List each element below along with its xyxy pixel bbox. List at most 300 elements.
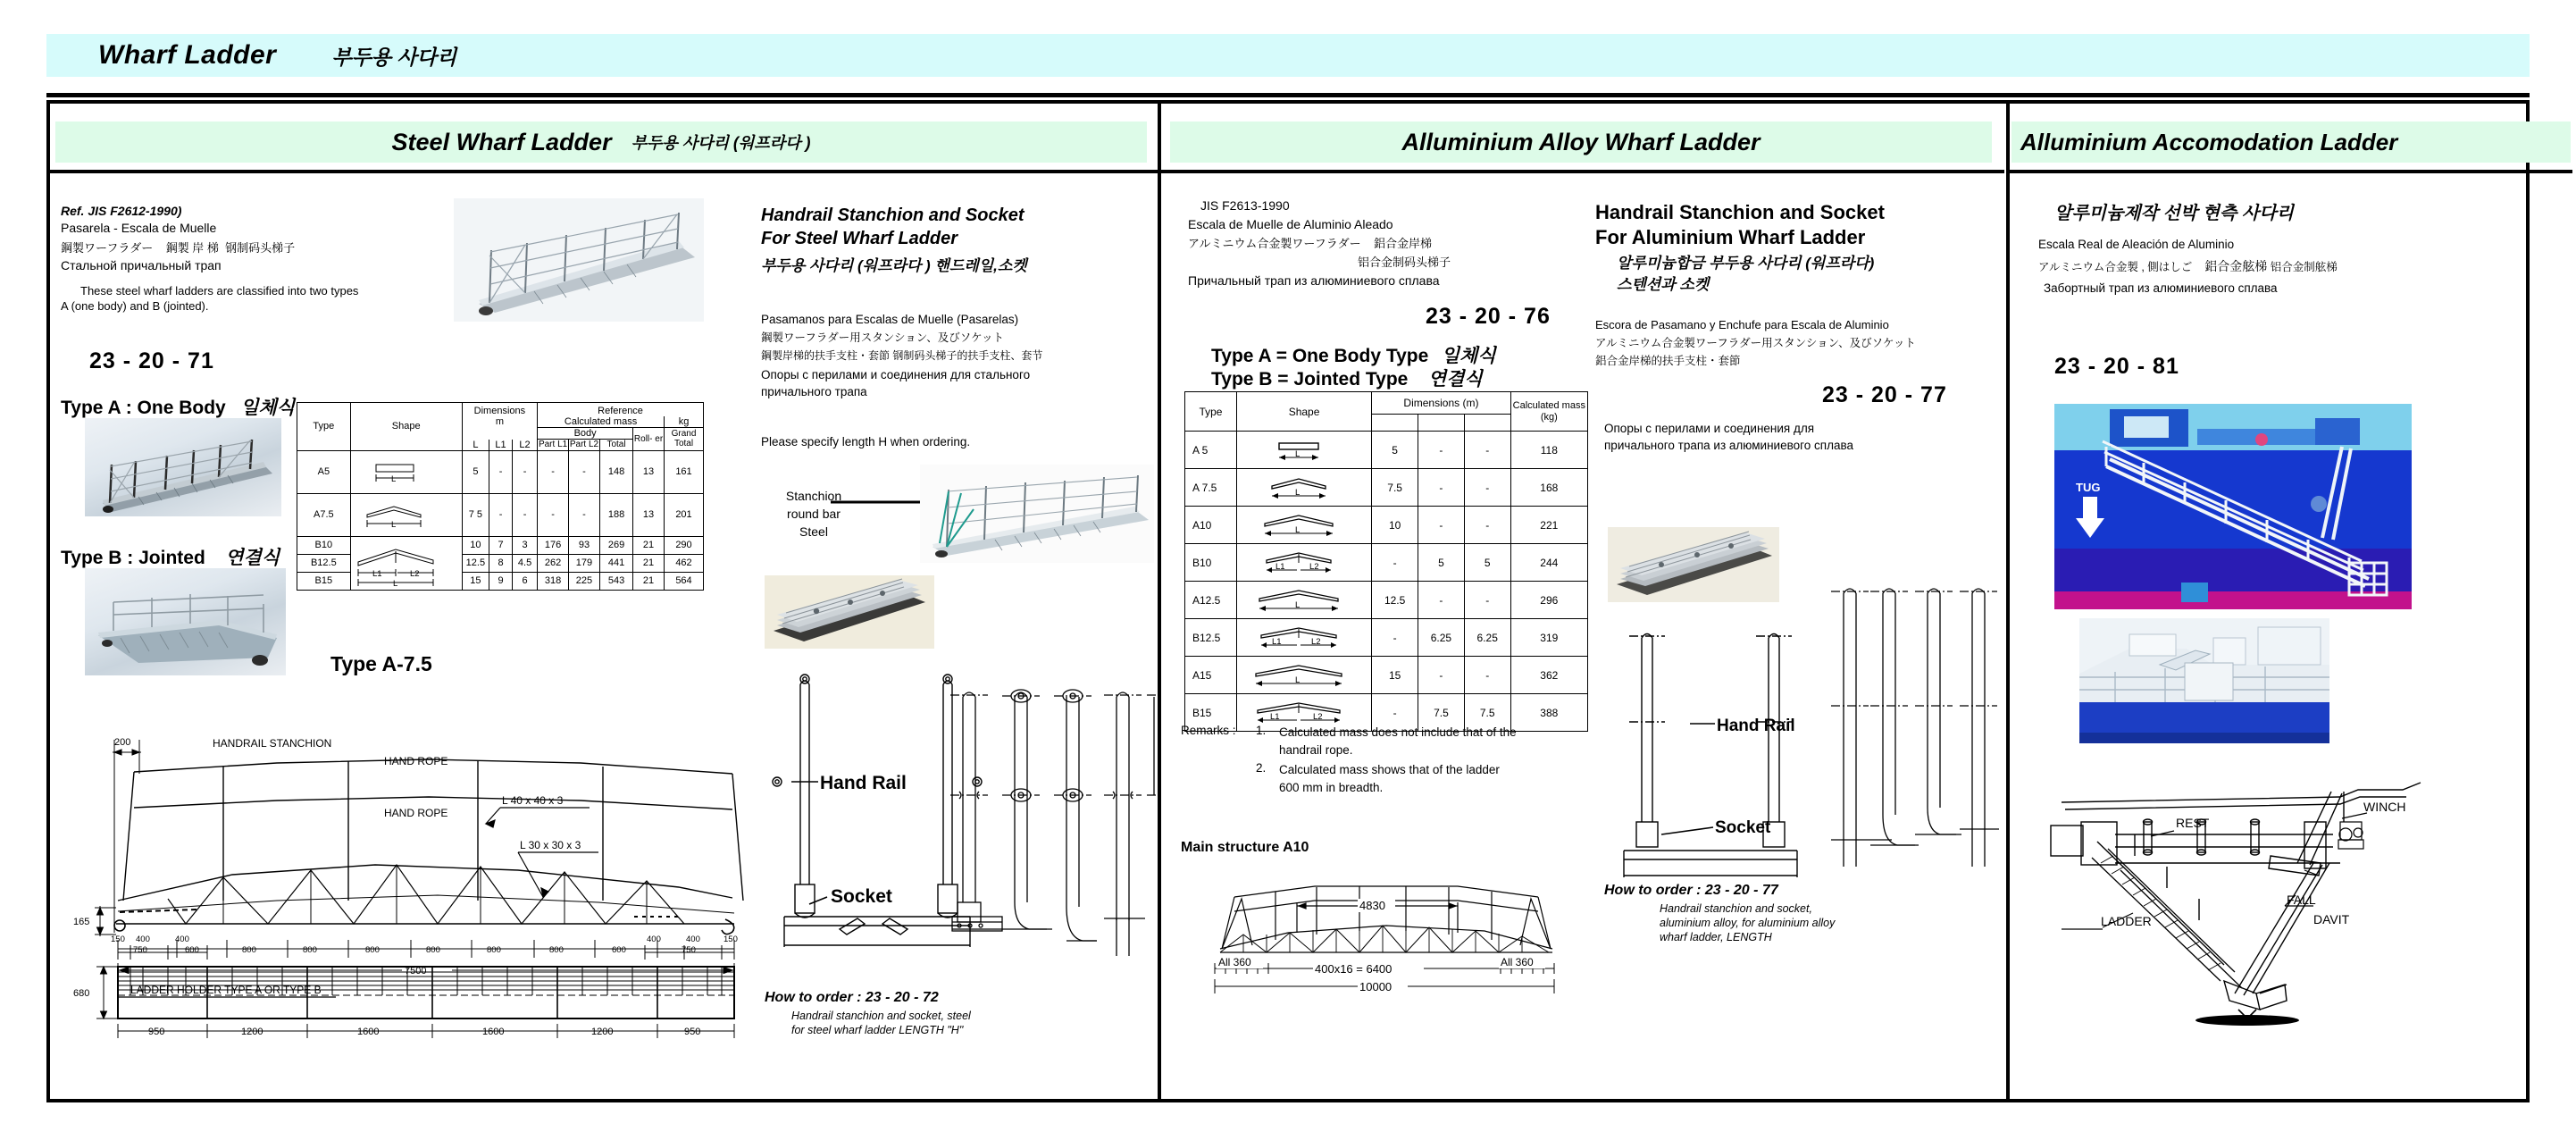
remark-2-line2: 600 mm in breadth. xyxy=(1279,781,1384,794)
cell-L: 10 xyxy=(462,536,489,554)
cell-total: 188 xyxy=(599,493,632,536)
col4-title-kr2: 스텐션과 소켓 xyxy=(1617,276,1710,293)
cell-shape xyxy=(1236,507,1371,544)
remark-1-line2: handrail rope. xyxy=(1279,743,1353,757)
col1-intro xyxy=(61,204,436,273)
cell-d1: 10 xyxy=(1372,507,1418,544)
cell-d2: - xyxy=(1418,469,1465,507)
cell-mass: 362 xyxy=(1510,657,1587,694)
banner-underline xyxy=(46,93,2530,97)
col3-type-a-en: Type A = One Body Type xyxy=(1211,346,1429,366)
col3-jp-text: アルミニウム合金製ワーフラダー xyxy=(1188,237,1361,250)
col5-languages xyxy=(2038,234,2556,299)
cell-mass: 221 xyxy=(1510,507,1587,544)
cell-type: A12.5 xyxy=(1185,582,1237,619)
cell-type: A5 xyxy=(297,450,351,493)
cell-d2: - xyxy=(1418,657,1465,694)
th-dimensions: Dimensions (m) xyxy=(1372,392,1510,415)
dim-all-360-right: All 360 xyxy=(1501,956,1534,968)
cell-L2: - xyxy=(512,493,537,536)
col4-product-code: 23 - 20 - 77 xyxy=(1822,382,1947,407)
section-title-en: Alluminium Alloy Wharf Ladder xyxy=(1401,128,1761,155)
col1-jp-text: 鋼製ワーフラダー xyxy=(61,241,154,255)
label-hand-rope-mid: HAND ROPE xyxy=(384,807,448,819)
cell-partL1: 318 xyxy=(538,572,569,590)
svg-text:L2: L2 xyxy=(1310,636,1321,647)
dim-spacing-3: 800 xyxy=(303,945,317,955)
remark-2-text xyxy=(1279,761,1500,797)
cell-type: A10 xyxy=(1185,507,1237,544)
cell-total: 543 xyxy=(599,572,632,590)
steel-ladder-table xyxy=(297,402,704,591)
callout-leader-line xyxy=(831,490,929,516)
col4-label-hand-rail: Hand Rail xyxy=(1717,717,1795,735)
label-angle-40: L 40 x 40 x 3 xyxy=(502,794,564,807)
page-title: Wharf Ladder xyxy=(98,40,277,70)
cell-roller: 21 xyxy=(633,572,665,590)
cell-d2: - xyxy=(1418,582,1465,619)
cell-shape xyxy=(1236,544,1371,582)
dim-plan-top-4: 400 xyxy=(686,935,700,944)
cell-type: A7.5 xyxy=(297,493,351,536)
cell-partL2: 179 xyxy=(569,554,600,572)
dim-spacing-6: 800 xyxy=(487,945,501,955)
col1-desc-line1: These steel wharf ladders are classified into two types xyxy=(80,284,359,298)
table-row xyxy=(1185,432,1588,469)
dim-plan-bot-2: 1600 xyxy=(357,1027,380,1037)
col5-jp-text: アルミニウム合金製 , 側はしご xyxy=(2038,261,2193,273)
plan-drawing xyxy=(54,913,786,1044)
cell-d3: - xyxy=(1464,657,1510,694)
table-row xyxy=(1185,582,1588,619)
dim-plan-bot-1: 1200 xyxy=(241,1027,263,1037)
section-title-steel-wharf-ladder xyxy=(55,122,1147,163)
col3-russian: Причальный трап из алюминиевого сплава xyxy=(1188,273,1440,288)
svg-text:L: L xyxy=(1294,448,1301,459)
cell-d2: 7.5 xyxy=(1418,694,1465,732)
col2-japanese: 鋼製ワーフラダー用スタンション、及びソケット xyxy=(761,331,1004,344)
page-banner xyxy=(46,34,2530,77)
label-handrail-stanchion: HANDRAIL STANCHION xyxy=(213,737,332,750)
svg-text:L: L xyxy=(1294,599,1301,610)
table-row xyxy=(1185,657,1588,694)
col3-japanese xyxy=(1188,234,1581,253)
th-calculated-mass xyxy=(1510,392,1587,432)
col5-title-kr: 알루미늄제작 선박 현측 사다리 xyxy=(2054,204,2294,223)
cell-mass: 118 xyxy=(1510,432,1587,469)
col1-russian: Стальной причальный трап xyxy=(61,258,222,272)
cell-partL2: 225 xyxy=(569,572,600,590)
th-reference: Reference xyxy=(538,403,704,417)
cell-roller: 13 xyxy=(633,450,665,493)
cell-d1: 15 xyxy=(1372,657,1418,694)
col4-order-line1: Handrail stanchion and socket, xyxy=(1660,902,1812,915)
cell-L1: 7 xyxy=(489,536,513,554)
cell-type: B10 xyxy=(1185,544,1237,582)
svg-text:L1: L1 xyxy=(1269,711,1280,722)
dim-spacing-2: 800 xyxy=(242,945,256,955)
cell-shape xyxy=(1236,619,1371,657)
cell-shape xyxy=(1236,582,1371,619)
col5-product-code: 23 - 20 - 81 xyxy=(2054,354,2179,379)
cell-type: B10 xyxy=(297,536,351,554)
type-a-kr: 일체식 xyxy=(240,398,296,418)
cell-L2: 4.5 xyxy=(512,554,537,572)
svg-text:L2: L2 xyxy=(1309,561,1319,572)
cell-mass: 388 xyxy=(1510,694,1587,732)
th-shape: Shape xyxy=(1236,392,1371,432)
dim-spacing-1: 600 xyxy=(185,945,199,955)
cell-shape xyxy=(350,450,462,493)
col3-product-code: 23 - 20 - 76 xyxy=(1426,304,1551,329)
cell-L: 12.5 xyxy=(462,554,489,572)
dim-165: 165 xyxy=(73,917,90,927)
col1-ref: Ref. JIS F2612-1990) xyxy=(61,204,182,218)
cell-d3: 6.25 xyxy=(1464,619,1510,657)
th-body: Body xyxy=(538,428,633,440)
cell-d3: - xyxy=(1464,432,1510,469)
col2-order-note: Please specify length H when ordering. xyxy=(761,435,971,448)
col3-type-b xyxy=(1211,365,1483,391)
col4-languages xyxy=(1595,316,2002,370)
table-row xyxy=(1185,507,1588,544)
svg-text:L: L xyxy=(1294,675,1301,685)
cell-d1: - xyxy=(1372,694,1418,732)
cell-L: 5 xyxy=(462,450,489,493)
col4-russian xyxy=(1604,420,1997,454)
section-underline-3 xyxy=(2010,170,2572,173)
th-grandtotal: Grand Total xyxy=(665,428,704,451)
dim-spacing-8: 600 xyxy=(612,945,626,955)
dim-plan-top-3: 400 xyxy=(647,935,661,944)
svg-text:L1: L1 xyxy=(1275,561,1285,572)
dim-total-7500: 7500 xyxy=(405,966,427,977)
col2-russian-2: причального трапа xyxy=(761,385,867,398)
table-row xyxy=(297,536,704,554)
svg-text:L1: L1 xyxy=(1271,636,1282,647)
cell-shape xyxy=(350,536,462,590)
col5-russian: Забортный трап из алюминиевого сплава xyxy=(2044,281,2278,295)
col4-russian-1: Опоры с перилами и соединения для xyxy=(1604,422,1815,435)
col4-order-line2: aluminium alloy, for aluminium alloy xyxy=(1660,917,1836,929)
photo-steel-wharf-ladder xyxy=(454,198,704,322)
label-fall: FALL xyxy=(2287,893,2316,907)
col2-title-line2: For Steel Wharf Ladder xyxy=(761,229,958,248)
table-row xyxy=(1185,619,1588,657)
col3-jis: JIS F2613-1990 xyxy=(1200,198,1290,213)
th-shape: Shape xyxy=(350,403,462,451)
dim-spacing-0: 750 xyxy=(133,945,147,955)
cell-L: 7 5 xyxy=(462,493,489,536)
col2-title-kr: 부두용 사다리 (워프라다 ) 핸드레일,소켓 xyxy=(761,257,1027,274)
cell-shape xyxy=(350,493,462,536)
svg-text:L: L xyxy=(390,520,396,530)
svg-text:L2: L2 xyxy=(409,569,420,579)
cell-L: 15 xyxy=(462,572,489,590)
col3-main-structure-title: Main structure A10 xyxy=(1181,840,1309,855)
dim-spacing-7: 800 xyxy=(549,945,564,955)
table-row xyxy=(1185,469,1588,507)
table-row xyxy=(1185,544,1588,582)
cell-d3: 7.5 xyxy=(1464,694,1510,732)
col4-stanchion-elevation xyxy=(1608,616,1831,884)
dim-plan-bot-5: 950 xyxy=(684,1027,701,1037)
socket-variants-drawing xyxy=(947,679,1161,965)
cell-d2: - xyxy=(1418,432,1465,469)
cell-grand: 201 xyxy=(665,493,704,536)
col4-label-socket: Socket xyxy=(1715,818,1771,837)
th-partL2: Part L2 xyxy=(569,440,599,450)
section-title-aluminium-accomodation-ladder xyxy=(2011,122,2571,163)
cell-grand: 462 xyxy=(665,554,704,572)
cell-partL2: 93 xyxy=(569,536,600,554)
col1-japanese xyxy=(61,239,436,256)
label-davit: DAVIT xyxy=(2313,912,2350,926)
cell-d1: 7.5 xyxy=(1372,469,1418,507)
cell-d1: 5 xyxy=(1372,432,1418,469)
col5-japanese xyxy=(2038,256,2556,278)
col4-how-to-order xyxy=(1604,883,1988,944)
col4-title-line1: Handrail Stanchion and Socket xyxy=(1595,201,1885,223)
cell-partL1: - xyxy=(538,493,569,536)
dim-plan-top-1: 400 xyxy=(136,935,150,944)
col2-how-to-order xyxy=(765,990,1140,1037)
section-underline-2 xyxy=(1161,170,2004,173)
th-calcmass: Calculated mass xyxy=(538,416,665,428)
col4-chinese: 鋁合金岸梯的扶手支柱・套節 xyxy=(1595,355,1741,367)
col4-title-kr1: 알루미늄합금 부두용 사다리 (워프라다) xyxy=(1617,255,1875,272)
section-title-kr: 부두용 사다리 (워프라다 ) xyxy=(631,134,811,152)
dim-10000: 10000 xyxy=(1359,980,1393,993)
remark-2-line1: Calculated mass shows that of the ladder xyxy=(1279,763,1500,776)
remark-1-text xyxy=(1279,724,1517,759)
col1-product-code: 23 - 20 - 71 xyxy=(89,348,214,373)
section-title-en: Steel Wharf Ladder xyxy=(391,128,612,155)
svg-text:L: L xyxy=(1294,487,1301,498)
cell-type: B15 xyxy=(1185,694,1237,732)
col1-description xyxy=(61,283,436,314)
col2-russian-1: Опоры с перилами и соединения для стального xyxy=(761,368,1031,381)
divider-col4-col5 xyxy=(2006,100,2010,1102)
svg-text:L: L xyxy=(1294,524,1301,535)
remark-1-num: 1. xyxy=(1256,724,1267,737)
callout-steel: Steel xyxy=(799,524,828,539)
col1-spanish: Pasarela - Escala de Muelle xyxy=(61,221,217,235)
col4-title-line2: For Aluminium Wharf Ladder xyxy=(1595,226,1866,248)
cell-d3: - xyxy=(1464,582,1510,619)
col3-remarks xyxy=(1181,724,1592,797)
photo-accomodation-ladder-ship xyxy=(2054,404,2412,609)
col4-order-title: How to order : 23 - 20 - 77 xyxy=(1604,883,1778,898)
dim-plan-bot-0: 950 xyxy=(148,1027,165,1037)
col1-drawing-title: Type A-7.5 xyxy=(330,652,432,675)
col2-order-title: How to order : 23 - 20 - 72 xyxy=(765,990,939,1005)
th-total: Total xyxy=(599,440,632,451)
cell-type: B12.5 xyxy=(297,554,351,572)
dim-spacing-9: 750 xyxy=(682,945,696,955)
th-L: L xyxy=(462,440,489,451)
col4-russian-2: причального трапа из алюминиевого сплава xyxy=(1604,439,1853,452)
dim-spacing-4: 800 xyxy=(365,945,380,955)
cell-partL2: - xyxy=(569,493,600,536)
dim-plan-top-2: 400 xyxy=(175,935,189,944)
col2-languages xyxy=(761,311,1154,400)
th-type: Type xyxy=(297,403,351,451)
remark-1-line1: Calculated mass does not include that of the xyxy=(1279,725,1517,739)
cell-grand: 290 xyxy=(665,536,704,554)
section-underline-1 xyxy=(46,170,1158,173)
col2-title-line1: Handrail Stanchion and Socket xyxy=(761,205,1025,225)
col2-order-line2: for steel wharf ladder LENGTH "H" xyxy=(791,1024,964,1036)
dim-spacing-5: 800 xyxy=(426,945,440,955)
cell-partL2: - xyxy=(569,450,600,493)
cell-total: 269 xyxy=(599,536,632,554)
th-calcmass-text: Calculated mass (kg) xyxy=(1512,399,1585,423)
cell-mass: 319 xyxy=(1510,619,1587,657)
dim-all-360-left: All 360 xyxy=(1218,956,1251,968)
photo-aluminium-stanchion-bundle xyxy=(1608,527,1779,602)
cell-type: B15 xyxy=(297,572,351,590)
dim-200: 200 xyxy=(114,737,131,748)
col3-cnt-text: 鋁合金岸梯 xyxy=(1374,237,1433,250)
cell-type: A 5 xyxy=(1185,432,1237,469)
cell-L2: 6 xyxy=(512,572,537,590)
cell-grand: 564 xyxy=(665,572,704,590)
photo-gangway-stanchions xyxy=(920,465,1154,563)
col1-cns-text: 钢制码头梯子 xyxy=(225,241,296,255)
th-roller: Roll- er xyxy=(633,428,665,451)
svg-text:L: L xyxy=(392,579,397,589)
page-title-korean: 부두용 사다리 xyxy=(331,45,457,69)
cell-d3: - xyxy=(1464,507,1510,544)
col3-type-b-en: Type B = Jointed Type xyxy=(1211,369,1409,390)
th-calcmass-unit: kg xyxy=(665,416,704,428)
cell-d3: 5 xyxy=(1464,544,1510,582)
photo-type-a-ladder xyxy=(85,418,281,516)
cell-type: A 7.5 xyxy=(1185,469,1237,507)
photo-type-b-ladder xyxy=(85,568,286,675)
callout-roundbar: round bar xyxy=(787,507,841,521)
type-b-kr: 연결식 xyxy=(225,548,280,568)
accomodation-ladder-diagram xyxy=(2045,770,2456,1038)
section-title-aluminium-alloy-wharf-ladder xyxy=(1170,122,1992,163)
th-dimensions-unit: m xyxy=(462,416,537,428)
cell-total: 441 xyxy=(599,554,632,572)
col5-cns-text: 铝合金制舷梯 xyxy=(2270,261,2338,273)
col1-desc-line2: A (one body) and B (jointed). xyxy=(61,299,209,313)
main-structure-drawing xyxy=(1181,863,1592,1006)
col5-spanish: Escala Real de Aleación de Aluminio xyxy=(2038,238,2235,251)
callout-stanchion: Stanchion xyxy=(785,489,842,503)
table-row xyxy=(297,493,704,536)
col3-spanish: Escala de Muelle de Aluminio Aleado xyxy=(1188,217,1393,231)
cell-grand: 161 xyxy=(665,450,704,493)
aluminium-ladder-table xyxy=(1184,391,1588,732)
remarks-label: Remarks : xyxy=(1181,724,1236,737)
dim-plan-top-0: 150 xyxy=(111,935,125,944)
svg-text:L: L xyxy=(390,474,396,484)
type-a-en: Type A : One Body xyxy=(61,398,226,418)
label-hand-rope-top: HAND ROPE xyxy=(384,755,448,767)
col4-spanish: Escora de Pasamano y Enchufe para Escala de Aluminio xyxy=(1595,318,1889,331)
cell-roller: 13 xyxy=(633,493,665,536)
svg-text:L1: L1 xyxy=(372,569,382,579)
remark-2-num: 2. xyxy=(1256,761,1267,775)
dim-plan-bot-3: 1600 xyxy=(482,1027,505,1037)
label-socket: Socket xyxy=(831,886,892,907)
th-L1: L1 xyxy=(489,440,513,451)
cell-partL1: - xyxy=(538,450,569,493)
cell-L1: 8 xyxy=(489,554,513,572)
col3-intro xyxy=(1188,197,1581,290)
col2-spanish: Pasamanos para Escalas de Muelle (Pasarelas) xyxy=(761,313,1019,326)
col2-chinese: 鋼製岸梯的扶手支柱・套節 钢制码头梯子的扶手支柱、套节 xyxy=(761,349,1043,362)
cell-shape xyxy=(1236,469,1371,507)
cell-d1: 12.5 xyxy=(1372,582,1418,619)
cell-mass: 244 xyxy=(1510,544,1587,582)
cell-L2: 3 xyxy=(512,536,537,554)
col3-chinese-s: 铝合金制码头梯子 xyxy=(1358,256,1451,269)
label-hand-rail: Hand Rail xyxy=(820,773,907,793)
cell-partL1: 262 xyxy=(538,554,569,572)
col2-order-line1: Handrail stanchion and socket, steel xyxy=(791,1010,971,1022)
photo-bundled-stanchions xyxy=(765,575,934,649)
cell-L1: - xyxy=(489,493,513,536)
cell-d1: - xyxy=(1372,619,1418,657)
cell-mass: 296 xyxy=(1510,582,1587,619)
cell-L1: - xyxy=(489,450,513,493)
label-rest: REST xyxy=(2176,816,2210,830)
dim-plan-top-5: 150 xyxy=(723,935,738,944)
col2-title xyxy=(761,204,1145,279)
cell-shape xyxy=(1236,432,1371,469)
cell-type: B12.5 xyxy=(1185,619,1237,657)
th-dimensions: Dimensions xyxy=(462,403,537,417)
th-type: Type xyxy=(1185,392,1237,432)
cell-total: 148 xyxy=(599,450,632,493)
cell-L1: 9 xyxy=(489,572,513,590)
dim-400x16: 400x16 = 6400 xyxy=(1315,962,1393,976)
label-ladder: LADDER xyxy=(2101,914,2152,928)
section-title-en: Alluminium Accomodation Ladder xyxy=(2020,128,2398,155)
col3-type-a-kr: 일체식 xyxy=(1441,346,1496,366)
dim-plan-bot-4: 1200 xyxy=(591,1027,614,1037)
cell-d2: 5 xyxy=(1418,544,1465,582)
type-b-en: Type B : Jointed xyxy=(61,548,205,568)
cell-L2: - xyxy=(512,450,537,493)
cell-d3: - xyxy=(1464,469,1510,507)
col3-type-b-kr: 연결식 xyxy=(1427,369,1483,390)
svg-text:L2: L2 xyxy=(1312,711,1323,722)
dim-4830: 4830 xyxy=(1359,899,1385,912)
label-winch: WINCH xyxy=(2363,800,2406,814)
table-row xyxy=(297,450,704,493)
label-ladder-holder: LADDER HOLDER TYPE A OR TYPE B xyxy=(130,984,322,996)
col4-socket-variants xyxy=(1829,572,1999,884)
cell-mass: 168 xyxy=(1510,469,1587,507)
cell-roller: 21 xyxy=(633,536,665,554)
th-L2: L2 xyxy=(512,440,537,451)
col1-cnt-text: 鋼製 岸 梯 xyxy=(165,241,219,255)
cell-partL1: 176 xyxy=(538,536,569,554)
dim-plan-680: 680 xyxy=(73,988,90,999)
th-partL1: Part L1 xyxy=(538,440,568,450)
col4-order-line3: wharf ladder, LENGTH xyxy=(1660,931,1772,943)
photo-caption-tug: TUG xyxy=(2076,481,2101,494)
cell-shape xyxy=(1236,657,1371,694)
cell-type: A15 xyxy=(1185,657,1237,694)
col5-cnt-text: 鋁合金舷梯 xyxy=(2204,259,2268,273)
